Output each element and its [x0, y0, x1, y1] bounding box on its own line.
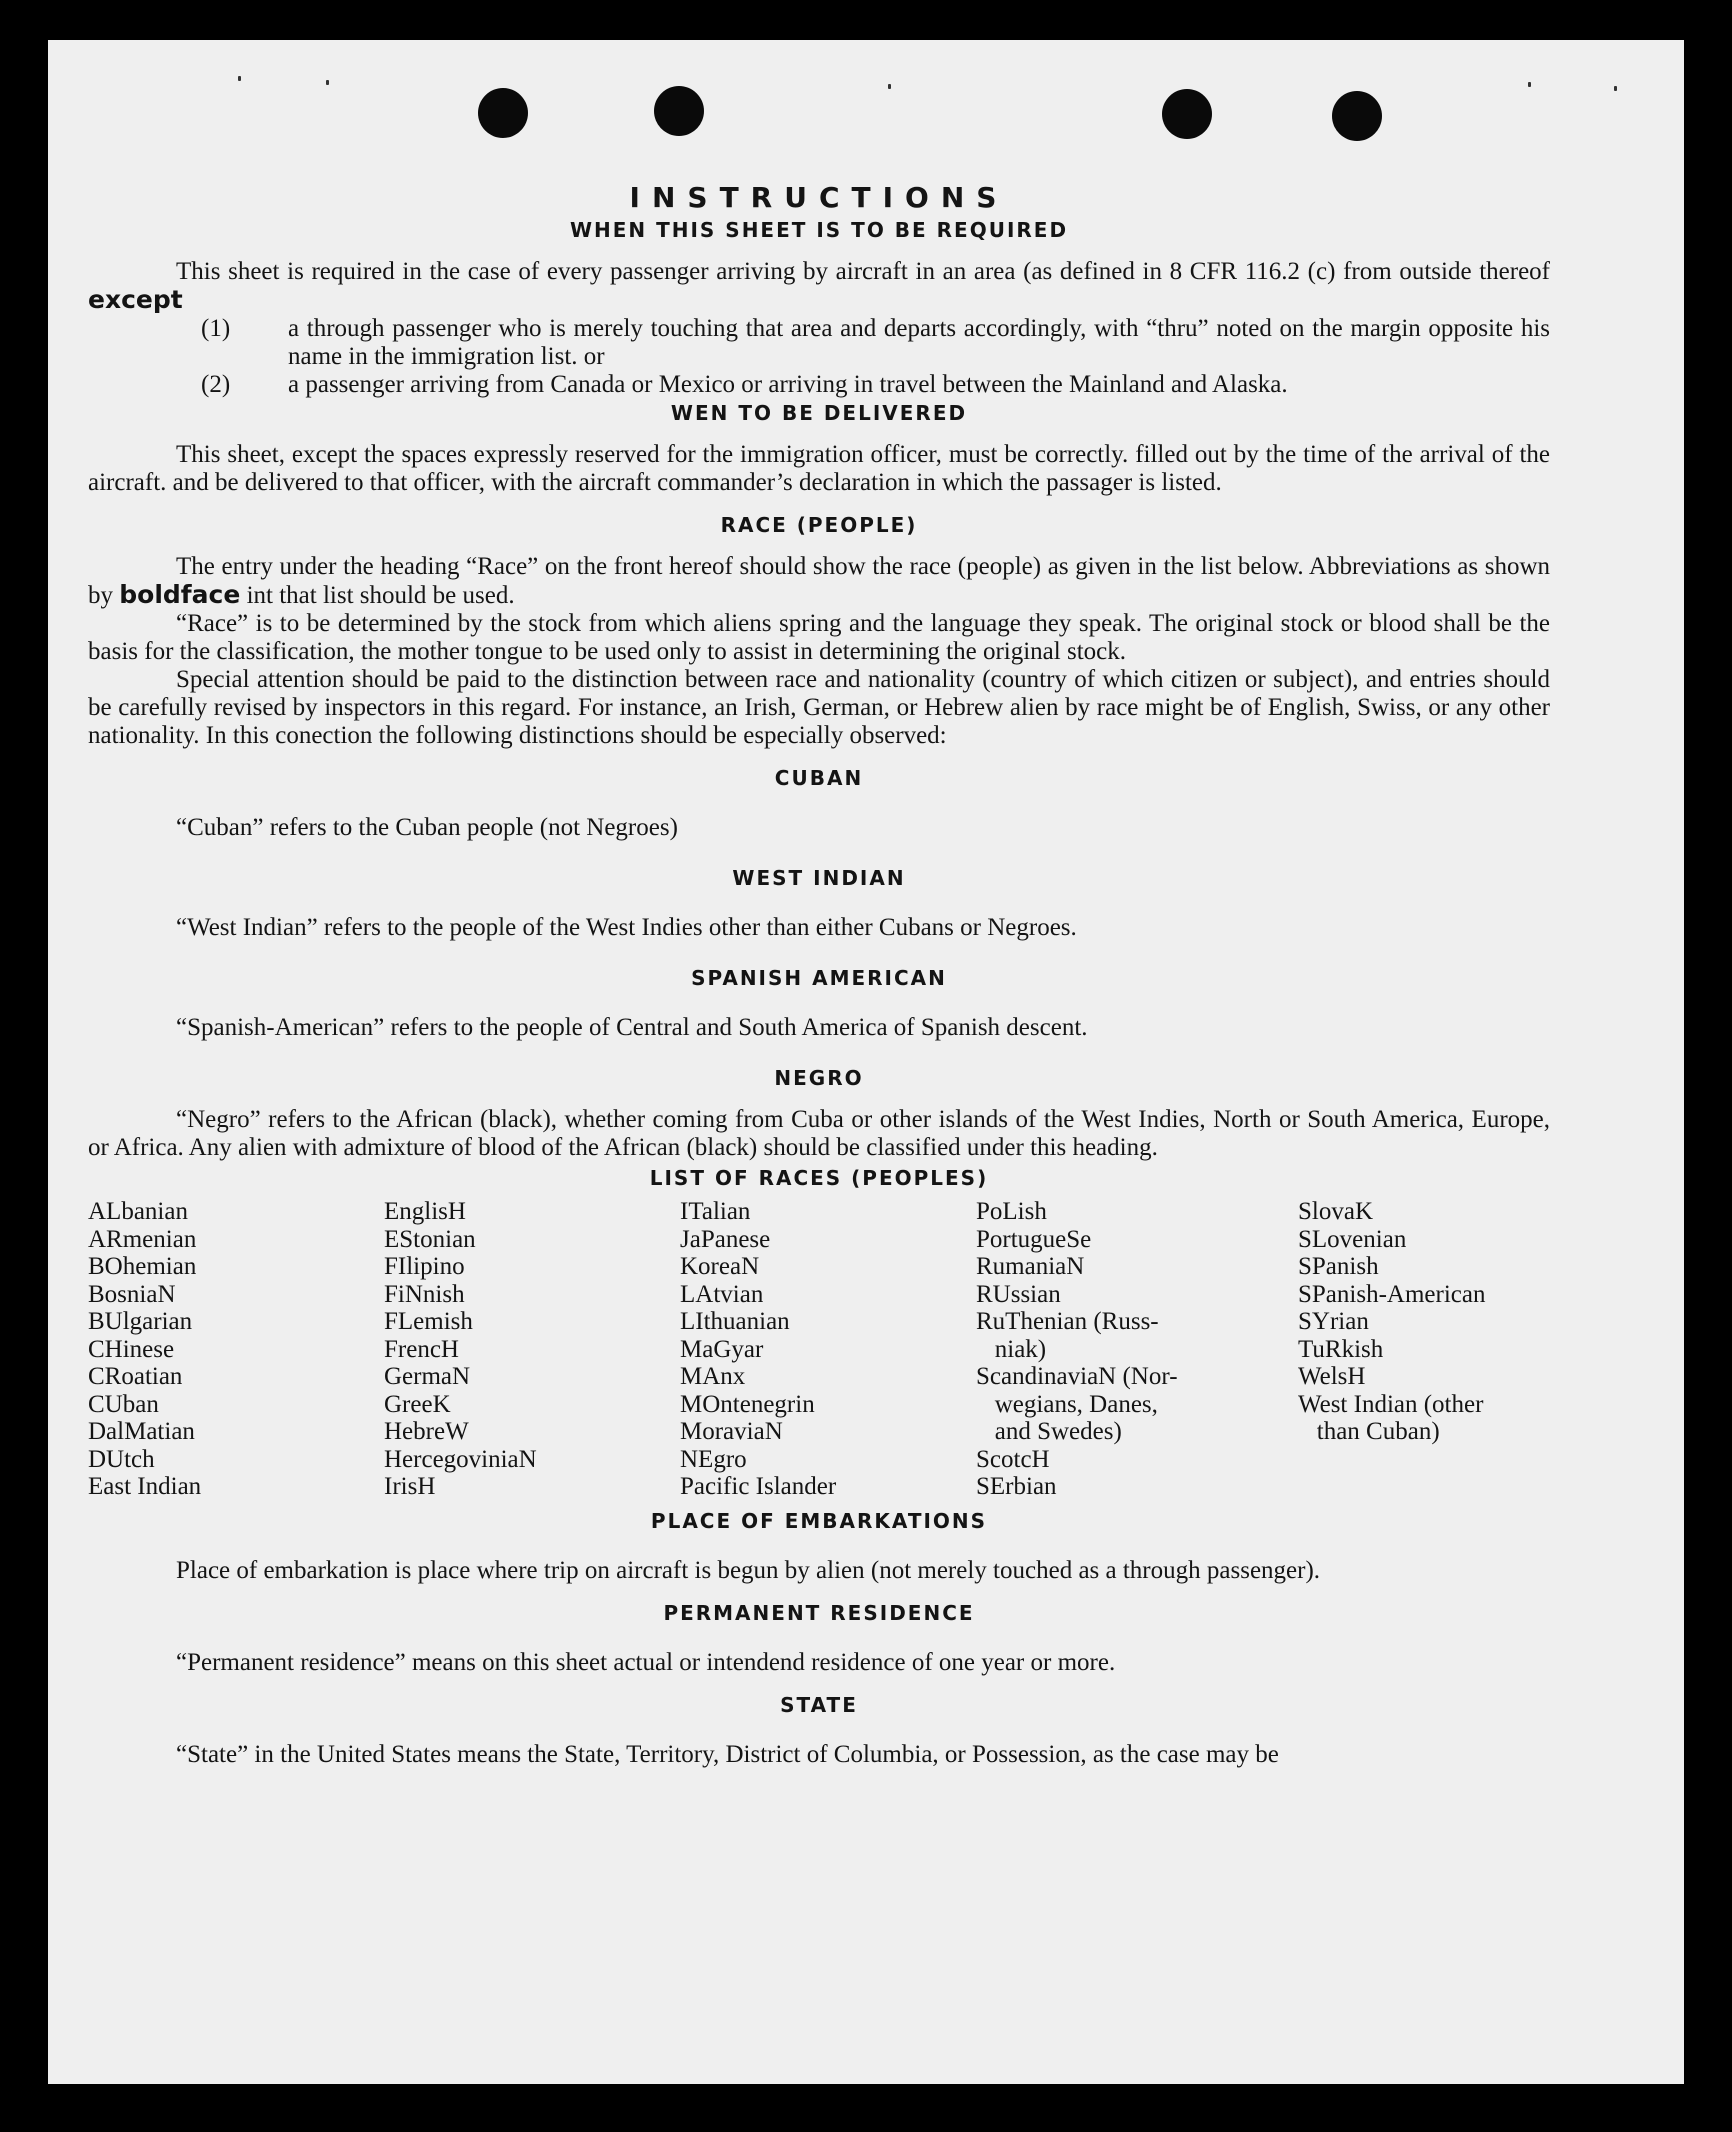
paragraph: Special attention should be paid to the distinction between race and nationality (country of which citizen or subject), and entries should be carefully revised by inspectors in this regard. For instance, an Irish, German, or Hebrew alien by race might be of English, Swiss, or any other nationality. In this conection the following distinctions should be especially observed: [88, 666, 1550, 749]
race-item: BosniaN [88, 1280, 176, 1308]
speck [1528, 82, 1531, 87]
race-item: SErbian [976, 1473, 1057, 1500]
race-item: CUban [88, 1390, 159, 1418]
section-heading: PLACE OF EMBARKATIONS [650, 1508, 988, 1533]
race-item: WelsH [1298, 1363, 1366, 1390]
speck [1614, 86, 1617, 91]
race-item: LAtvian [680, 1280, 764, 1308]
section-heading: CUBAN [774, 766, 864, 790]
race-item: EStonian [384, 1225, 476, 1253]
race-item: Pacific Islander [680, 1473, 837, 1500]
race-item: GreeK [384, 1390, 451, 1418]
race-item: FIlipino [384, 1253, 465, 1280]
race-item: JaPanese [680, 1225, 771, 1253]
race-item: CRoatian [88, 1363, 183, 1390]
speck [326, 80, 329, 85]
section-heading: PERMANENT RESIDENCE [663, 1600, 975, 1625]
race-item: EnglisH [384, 1198, 466, 1225]
paragraph: This sheet is required in the case of every passenger arriving by aircraft in an area (as defined in 8 CFR 116.2 (c) from outside thereof except [88, 258, 1550, 314]
race-item: FLemish [384, 1308, 473, 1335]
race-item: NEgro [680, 1445, 747, 1473]
race-item: MOntenegrin [680, 1390, 815, 1418]
race-column [1298, 1198, 1550, 1501]
race-column [976, 1198, 1298, 1501]
race-item: West Indian (other [1298, 1390, 1484, 1418]
race-item: than Cuban) [1298, 1418, 1440, 1445]
paragraph: “Cuban” refers to the Cuban people (not Negroes) [176, 814, 678, 841]
race-item: ScandinaviaN (Nor- [976, 1363, 1178, 1390]
speck [238, 76, 241, 81]
race-item: FiNnish [384, 1280, 465, 1308]
page-title: INSTRUCTIONS [629, 181, 1009, 214]
paragraph: “Race” is to be determined by the stock from which aliens spring and the language they speak. The original stock or blood shall be the basis for the classification, the mother tongue to be used only to assist in determining the original stock. [88, 610, 1550, 665]
race-item: MAnx [680, 1363, 746, 1390]
section-heading: RACE (PEOPLE) [720, 513, 918, 537]
paragraph: “West Indian” refers to the people of the West Indies other than either Cubans or Negroes. [176, 914, 1077, 941]
race-item: ITalian [680, 1198, 751, 1225]
race-item: IrisH [384, 1473, 436, 1500]
race-item: SlovaK [1298, 1198, 1373, 1225]
race-item: ARmenian [88, 1225, 197, 1253]
race-item: RUssian [976, 1280, 1061, 1308]
race-column [88, 1198, 384, 1501]
emphasis-text: except [88, 285, 183, 314]
paragraph: “Permanent residence” means on this sheet actual or intendend residence of one year or more. [176, 1648, 1116, 1676]
paragraph: “Spanish-American” refers to the people of Central and South America of Spanish descent. [176, 1014, 1088, 1041]
race-item: GermaN [384, 1363, 471, 1390]
race-item: East Indian [88, 1473, 202, 1500]
section-heading: WEST INDIAN [732, 866, 906, 890]
section-heading: NEGRO [774, 1066, 864, 1090]
punch-hole [654, 86, 704, 136]
race-item: PoLish [976, 1198, 1047, 1225]
section-heading: SPANISH AMERICAN [691, 966, 947, 990]
race-item: HebreW [384, 1418, 469, 1445]
punch-hole [1332, 91, 1382, 141]
section-heading: LIST OF RACES (PEOPLES) [649, 1166, 989, 1190]
race-item: ScotcH [976, 1445, 1050, 1473]
paragraph: Place of embarkation is place where trip on aircraft is begun by alien (not merely touched as a through passenger). [176, 1556, 1321, 1584]
punch-hole [1162, 89, 1212, 139]
race-item: wegians, Danes, [976, 1390, 1158, 1418]
punch-hole [478, 88, 528, 138]
race-item: PortugueSe [976, 1225, 1092, 1253]
race-item: MaGyar [680, 1335, 764, 1363]
emphasis-text: boldface [119, 580, 241, 609]
race-item: KoreaN [680, 1253, 760, 1280]
section-heading: WHEN THIS SHEET IS TO BE REQUIRED [569, 218, 1069, 242]
race-item: CHinese [88, 1335, 175, 1363]
section-heading: STATE [780, 1692, 858, 1717]
race-item: SYrian [1298, 1308, 1369, 1335]
paragraph: The entry under the heading “Race” on the front hereof should show the race (people) as given in the list below. Abbreviations as shown by boldface int that list should be used. [88, 553, 1550, 609]
race-item: ALbanian [88, 1198, 188, 1225]
list-item: (1) a through passenger who is merely touching that area and departs accordingly, with “thru” noted on the margin opposite his name in the immigration list. or [201, 315, 1550, 370]
exception-list [88, 315, 1550, 399]
document-body [88, 180, 1550, 1769]
race-item: BUlgarian [88, 1308, 193, 1335]
document-page [48, 40, 1684, 2084]
section-heading: WEN TO BE DELIVERED [670, 401, 968, 425]
race-item: HercegoviniaN [384, 1445, 537, 1473]
race-item: niak) [976, 1335, 1047, 1363]
race-item: RumaniaN [976, 1253, 1085, 1280]
race-item: LIthuanian [680, 1308, 790, 1335]
race-item: FrencH [384, 1335, 459, 1363]
race-item: DUtch [88, 1445, 155, 1473]
race-item: and Swedes) [976, 1418, 1122, 1445]
race-item: SPanish-American [1298, 1280, 1486, 1308]
race-column [384, 1198, 680, 1501]
race-item: SPanish [1298, 1253, 1379, 1280]
paragraph: “State” in the United States means the State, Territory, District of Columbia, or Possession, as the case may be [176, 1740, 1279, 1768]
race-item: RuThenian (Russ- [976, 1308, 1159, 1335]
race-list [88, 1198, 1550, 1501]
race-column [680, 1198, 976, 1501]
race-item: SLovenian [1298, 1225, 1407, 1253]
list-item: (2) a passenger arriving from Canada or Mexico or arriving in travel between the Mainland and Alaska. [201, 371, 1288, 398]
speck [888, 84, 891, 89]
paragraph: “Negro” refers to the African (black), whether coming from Cuba or other islands of the West Indies, North or South America, Europe, or Africa. Any alien with admixture of blood of the African (black) should be classified under this heading. [88, 1106, 1550, 1161]
paragraph: This sheet, except the spaces expressly reserved for the immigration officer, must be correctly. filled out by the time of the arrival of the aircraft. and be delivered to that officer, with the aircraft commander’s declaration in which the passager is listed. [88, 441, 1550, 496]
race-item: BOhemian [88, 1253, 197, 1280]
race-item: MoraviaN [680, 1418, 783, 1445]
race-item: DalMatian [88, 1418, 195, 1445]
race-item: TuRkish [1298, 1335, 1384, 1363]
